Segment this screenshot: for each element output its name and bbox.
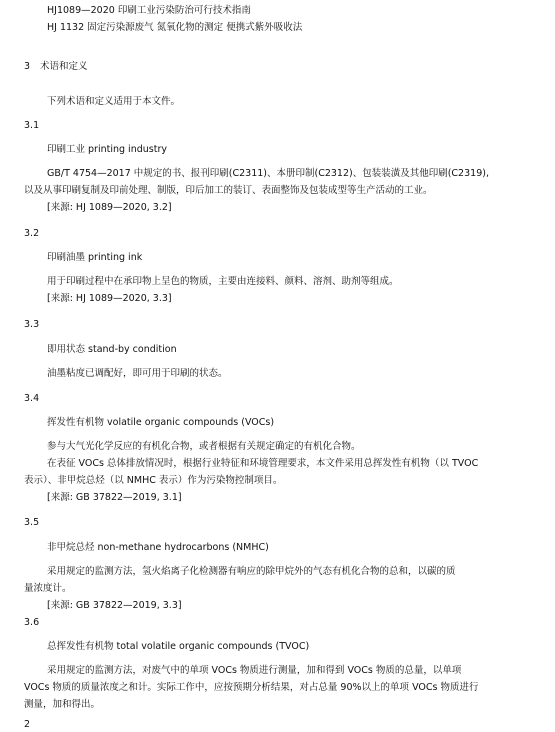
term-number: 3.4 [24,393,40,404]
section-title: 术语和定义 [40,61,88,72]
term-body-line: 参与大气光化学反应的有机化合物，或者根据有关规定确定的有机化合物。 [47,441,361,452]
term-title: 挥发性有机物 volatile organic compounds (VOCs) [47,417,275,428]
section-intro: 下列术语和定义适用于本文件。 [47,96,181,107]
term-number: 3.3 [24,319,40,330]
term-title: 总挥发性有机物 total volatile organic compounds (TVOC) [47,641,310,652]
term-number: 3.6 [24,617,40,628]
term-source: [来源: GB 37822—2019, 3.3] [47,600,182,611]
term-title: 非甲烷总烃 non-methane hydrocarbons (NMHC) [47,542,269,553]
page-number: 2 [24,719,31,730]
term-body-line: 油墨粘度已调配好，即可用于印刷的状态。 [47,368,228,379]
term-title: 即用状态 stand-by condition [47,344,177,355]
term-body-line: 测量，加和得出。 [24,699,101,710]
section-number: 3 [24,61,31,72]
term-body-line: 量浓度计。 [24,583,72,594]
term-number: 3.1 [24,120,40,131]
term-body-line: 在表征 VOCs 总体排放情况时，根据行业特征和环境管理要求，本文件采用总挥发性有机物（以 TVOC [47,458,479,469]
term-source: [来源: HJ 1089—2020, 3.3] [47,293,172,304]
term-source: [来源: GB 37822—2019, 3.1] [47,492,182,503]
term-body-line: GB/T 4754—2017 中规定的书、报刊印刷(C2311)、本册印制(C2312)、包装装潢及其他印刷(C2319), [47,168,489,179]
term-body-line: 以及从事印刷复制及印前处理、制版，印后加工的装订、表面整饰及包装成型等生产活动的工业。 [24,185,433,196]
term-body-line: 采用规定的监测方法，氢火焰离子化检测器有响应的除甲烷外的气态有机化合物的总和，以碳的质 [47,566,456,577]
term-number: 3.2 [24,228,40,239]
reference-line-2: HJ 1132 固定污染源废气 氮氧化物的测定 便携式紫外吸收法 [47,22,303,33]
term-number: 3.5 [24,517,40,528]
term-source: [来源: HJ 1089—2020, 3.2] [47,202,172,213]
term-title: 印刷油墨 printing ink [47,252,143,263]
reference-line-1: HJ1089—2020 印刷工业污染防治可行技术指南 [47,5,251,16]
term-title: 印刷工业 printing industry [47,144,167,155]
term-body-line: 采用规定的监测方法，对废气中的单项 VOCs 物质进行测量，加和得到 VOCs 物质的总量，以单项 [47,665,462,676]
term-body-line: 表示）、非甲烷总烃（以 NMHC 表示）作为污染物控制项目。 [24,475,283,486]
term-body-line: 用于印刷过程中在承印物上呈色的物质，主要由连接料、颜料、溶剂、助剂等组成。 [47,276,399,287]
term-body-line: VOCs 物质的质量浓度之和计。实际工作中，应按预期分析结果，对占总量 90%以上的单项 VOCs 物质进行 [24,682,479,693]
